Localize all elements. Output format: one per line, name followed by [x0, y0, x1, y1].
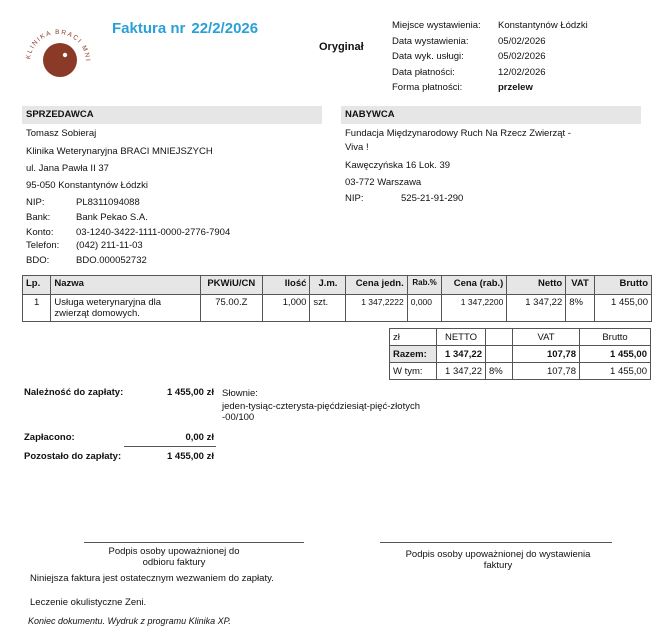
buyer-name-line2: Viva !: [345, 142, 369, 153]
buyer-city: 03-772 Warszawa: [345, 177, 422, 188]
summary-currency: zł: [390, 329, 437, 346]
meta-label: Miejsce wystawienia:: [392, 20, 481, 32]
item-name: Usługa weterynaryjna dla zwierząt domowych.: [51, 295, 200, 322]
seller-heading: SPRZEDAWCA: [22, 106, 322, 124]
seller-street: ul. Jana Pawła II 37: [26, 163, 109, 174]
seller-bank: Bank: Bank Pekao S.A.: [26, 212, 148, 223]
summary-total-net: 1 347,22: [437, 346, 486, 363]
items-column-header: Nazwa: [51, 276, 200, 295]
summary-table: [389, 328, 651, 380]
issuer-signature-label: Podpis osoby upoważnionej do wystawienia faktury: [405, 549, 591, 571]
items-table: [22, 275, 652, 322]
paid-divider: [124, 446, 216, 447]
words-label: Słownie:: [222, 388, 258, 399]
issuer-signature-line: [380, 542, 612, 543]
summary-netto-header: NETTO: [437, 329, 486, 346]
items-column-header: Cena jedn.: [346, 276, 407, 295]
invoice-number: 22/2/2026: [191, 20, 259, 37]
item-net: 1 347,22: [507, 295, 566, 322]
meta-label: Data wyk. usługi:: [392, 51, 464, 63]
items-column-header: Ilość: [262, 276, 309, 295]
seller-city: 95-050 Konstantynów Łódzki: [26, 180, 148, 191]
meta-row: [392, 18, 588, 34]
seller-phone: Telefon: (042) 211-11-03: [26, 240, 143, 251]
title-label: Faktura nr: [112, 20, 186, 37]
invoice-meta: [392, 18, 588, 96]
treatment-note: Leczenie okulistyczne Zeni.: [30, 597, 147, 608]
item-gross: 1 455,00: [594, 295, 651, 322]
due-value: 1 455,00 zł: [166, 387, 214, 398]
summary-inc-vat: 107,78: [513, 363, 580, 380]
buyer-name-line1: Fundacja Międzynarodowy Ruch Na Rzecz Zwierząt -: [345, 128, 571, 139]
invoice-title: [112, 20, 258, 37]
meta-value: Konstantynów Łódzki: [498, 20, 588, 32]
seller-account: Konto: 03-1240-3422-1111-0000-2776-7904: [26, 227, 231, 238]
logo-text: KLINIKA BRACI MNI: [25, 28, 92, 63]
meta-row: [392, 34, 588, 50]
item-qty: 1,000: [262, 295, 309, 322]
summary-total-vat: 107,78: [513, 346, 580, 363]
item-price: 1 347,2222: [346, 295, 407, 322]
remaining-value: 1 455,00 zł: [166, 451, 214, 462]
meta-row: [392, 49, 588, 65]
items-column-header: PKWiU/CN: [200, 276, 262, 295]
seller-bdo: BDO: BDO.000052732: [26, 255, 147, 266]
due-label: Należność do zapłaty:: [24, 387, 124, 398]
items-column-header: J.m.: [310, 276, 346, 295]
item-unit: szt.: [310, 295, 346, 322]
items-column-header: Netto: [507, 276, 566, 295]
remaining-label: Pozostało do zapłaty:: [24, 451, 122, 462]
seller-company: Klinika Weterynaryjna BRACI MNIEJSZYCH: [26, 146, 213, 157]
summary-including-label: W tym:: [390, 363, 437, 380]
buyer-nip: NIP: 525-21-91-290: [345, 193, 464, 204]
original-label: Oryginał: [319, 41, 364, 53]
buyer-street: Kawęczyńska 16 Lok. 39: [345, 160, 451, 171]
items-column-header: Rab.%: [407, 276, 442, 295]
clinic-logo: [18, 22, 98, 92]
summary-total-label: Razem:: [390, 346, 437, 363]
item-pkwiu: 75.00.Z: [200, 295, 262, 322]
items-column-header: Lp.: [23, 276, 51, 295]
summary-inc-rate: 8%: [486, 363, 513, 380]
meta-label: Data płatności:: [392, 66, 455, 78]
meta-value: 05/02/2026: [498, 51, 546, 63]
summary-vat-header: VAT: [513, 329, 580, 346]
receiver-signature-line: [84, 542, 304, 543]
buyer-heading: NABYWCA: [341, 106, 641, 124]
meta-value: 12/02/2026: [498, 66, 546, 78]
item-price-disc: 1 347,2200: [442, 295, 507, 322]
meta-value: przelew: [498, 82, 533, 94]
summary-inc-gross: 1 455,00: [580, 363, 651, 380]
seller-name: Tomasz Sobieraj: [26, 128, 97, 139]
document-end: Koniec dokumentu. Wydruk z programu Klinika XP.: [28, 616, 231, 626]
items-column-header: Brutto: [594, 276, 651, 295]
seller-nip: NIP: PL8311094088: [26, 197, 140, 208]
meta-label: Data wystawienia:: [392, 35, 469, 47]
item-vat: 8%: [566, 295, 595, 322]
summary-brutto-header: Brutto: [580, 329, 651, 346]
summary-total-gross: 1 455,00: [580, 346, 651, 363]
words-line2: -00/100: [222, 412, 255, 423]
words-line1: jeden-tysiąc-czterysta-pięćdziesiąt-pięć-złotych: [222, 401, 420, 412]
item-discount: 0,000: [407, 295, 442, 322]
items-column-header: VAT: [566, 276, 595, 295]
items-column-header: Cena (rab.): [442, 276, 507, 295]
meta-row: [392, 65, 588, 81]
paid-label: Zapłacono:: [24, 432, 75, 443]
receiver-signature-label: Podpis osoby upoważnionej do odbioru faktury: [108, 546, 240, 568]
meta-value: 05/02/2026: [498, 35, 546, 47]
paid-value: 0,00 zł: [185, 432, 214, 443]
summary-inc-net: 1 347,22: [437, 363, 486, 380]
table-row: [23, 295, 652, 322]
meta-label: Forma płatności:: [392, 82, 463, 94]
meta-row: [392, 80, 588, 96]
item-lp: 1: [23, 295, 51, 322]
final-notice: Niniejsza faktura jest ostatecznym wezwaniem do zapłaty.: [30, 573, 274, 584]
